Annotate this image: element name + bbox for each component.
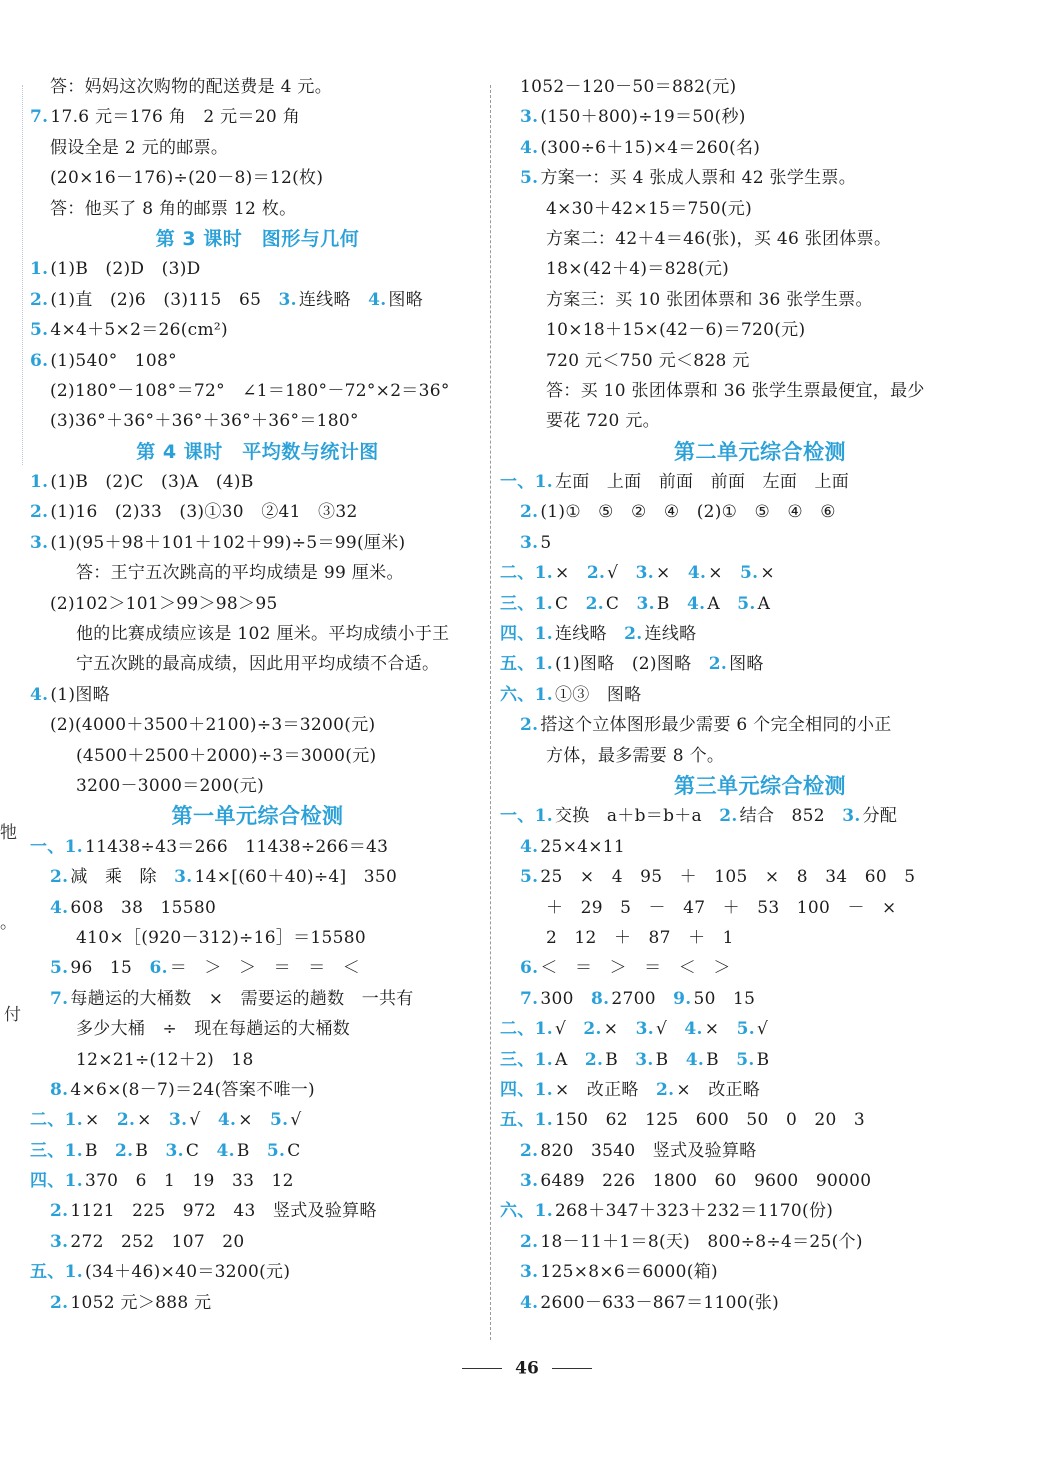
answer-line	[500, 376, 1020, 406]
answer-line	[500, 1227, 1020, 1257]
answer-text: A	[554, 1049, 585, 1070]
section-title: 第二单元综合检测	[674, 439, 846, 464]
question-number: 二、1.	[30, 1110, 83, 1131]
answer-text: ＋ 29 5 － 47 ＋ 53 100 － ×	[546, 897, 897, 918]
answer-text: A	[757, 593, 771, 614]
answer-line	[500, 953, 1020, 983]
question-number: 9.	[673, 988, 692, 1009]
answer-text: B	[236, 1140, 267, 1161]
answer-text: B	[756, 1049, 770, 1070]
answer-line	[30, 1075, 485, 1105]
answer-line	[500, 102, 1020, 132]
question-number: 6.	[149, 958, 168, 979]
question-number: 2.	[584, 1049, 604, 1070]
page-number: 46	[515, 1358, 539, 1379]
question-number: 一、1.	[30, 836, 83, 857]
answer-text: ①③ 图略	[554, 684, 642, 705]
answer-line	[500, 1196, 1020, 1226]
answer-line	[500, 346, 1020, 376]
question-number: 一、1.	[500, 472, 553, 493]
answer-text: 图略	[388, 289, 424, 310]
answer-text: ×	[84, 1110, 117, 1131]
answer-line	[30, 1257, 485, 1287]
answer-line	[500, 1288, 1020, 1318]
question-number: 3.	[278, 289, 297, 310]
answer-text: 2700	[611, 988, 674, 1009]
question-number: 3.	[842, 806, 861, 827]
answer-line	[30, 497, 485, 527]
left-answer-column	[30, 72, 485, 1318]
question-number: 2.	[115, 1140, 134, 1161]
footer-rule-left	[462, 1368, 502, 1369]
answer-line	[500, 497, 1020, 527]
answer-text: 结合 852	[739, 806, 843, 827]
question-number: 2.	[624, 624, 643, 645]
answer-text: 交换 a＋b＝b＋a	[554, 806, 720, 827]
answer-text: 150 62 125 600 50 0 20 3	[554, 1110, 866, 1131]
answer-text: B	[655, 1049, 686, 1070]
question-number: 7.	[50, 988, 69, 1009]
answer-line	[30, 953, 485, 983]
section-title: 第 3 课时 图形与几何	[155, 227, 360, 250]
answer-line	[30, 163, 485, 193]
answer-line	[500, 194, 1020, 224]
question-number: 2.	[520, 1140, 539, 1161]
answer-text: 方体，最多需要 8 个。	[546, 745, 725, 766]
question-number: 4.	[686, 593, 706, 614]
question-number: 3.	[520, 107, 539, 128]
answer-text: 18－11＋1＝8(天) 800÷8÷4＝25(个)	[540, 1231, 863, 1252]
question-number: 4.	[687, 563, 707, 584]
answer-text: 268＋347＋323＋232＝1170(份)	[554, 1201, 834, 1222]
answer-text: 连线略	[644, 624, 697, 645]
question-number: 2.	[520, 502, 539, 523]
question-number: 四、1.	[500, 1079, 553, 1100]
answer-line	[500, 72, 1020, 102]
question-number: 4.	[30, 684, 49, 705]
answer-line	[500, 619, 1020, 649]
answer-line	[500, 1075, 1020, 1105]
answer-line	[30, 285, 485, 315]
answer-text: (1)16 (2)33 (3)①30 ②41 ③32	[50, 502, 358, 523]
answer-text: 720 元＜750 元＜828 元	[546, 350, 750, 371]
answer-text: × 改正略	[676, 1079, 761, 1100]
answer-text: (300÷6＋15)×4＝260(名)	[540, 137, 761, 158]
answer-text: × 改正略	[554, 1079, 656, 1100]
answer-line	[30, 589, 485, 619]
edge-fragment: 。	[0, 913, 17, 933]
answer-text: 2600－633－867＝1100(张)	[540, 1292, 780, 1313]
answer-text: ×	[760, 563, 775, 584]
answer-line	[30, 1196, 485, 1226]
answer-line	[30, 741, 485, 771]
answer-text: ×	[708, 563, 741, 584]
answer-text: (4500＋2500＋2000)÷3＝3000(元)	[76, 745, 377, 766]
answer-text: 2 12 ＋ 87 ＋ 1	[546, 927, 734, 948]
section-heading	[500, 771, 1020, 801]
answer-text: 14×[(60＋40)÷4] 350	[194, 867, 398, 888]
answer-line	[30, 680, 485, 710]
answer-line	[500, 832, 1020, 862]
question-number: 6.	[520, 958, 539, 979]
answer-line	[500, 224, 1020, 254]
answer-text: (1)图略 (2)图略	[554, 654, 709, 675]
answer-text: 答：买 10 张团体票和 36 张学生票最便宜，最少	[546, 380, 925, 401]
question-number: 4.	[520, 836, 539, 857]
answer-text: (2)102＞101＞99＞98＞95	[50, 593, 278, 614]
question-number: 4.	[520, 137, 539, 158]
question-number: 三、1.	[500, 1049, 553, 1070]
section-title: 第一单元综合检测	[171, 804, 344, 829]
answer-line	[30, 862, 485, 892]
answer-text: 410×［(920－312)÷16］＝15580	[76, 927, 367, 948]
answer-line	[30, 346, 485, 376]
answer-line	[30, 558, 485, 588]
answer-text: B	[656, 593, 687, 614]
answer-text: 每趟运的大桶数 × 需要运的趟数 一共有	[70, 988, 414, 1009]
answer-text: ＝ ＞ ＞ ＝ ＝ ＜	[169, 958, 361, 979]
answer-text: (1)540° 108°	[50, 350, 177, 371]
answer-text: 图略	[729, 654, 764, 675]
answer-line	[30, 1288, 485, 1318]
answer-text: ×	[137, 1110, 170, 1131]
answer-line	[500, 710, 1020, 740]
answer-text: 分配	[862, 806, 898, 827]
answer-line	[500, 589, 1020, 619]
answer-text: 17.6 元＝176 角 2 元＝20 角	[50, 107, 301, 128]
section-heading	[30, 224, 485, 254]
answer-text: C	[605, 593, 637, 614]
answer-text: ×	[704, 1019, 737, 1040]
question-number: 2.	[656, 1079, 675, 1100]
edge-fragment: 付	[4, 1005, 21, 1025]
footer-rule-right	[552, 1368, 592, 1369]
answer-line	[500, 680, 1020, 710]
question-number: 1.	[30, 259, 49, 280]
question-number: 5.	[740, 563, 759, 584]
question-number: 5.	[737, 593, 756, 614]
answer-text: 300	[540, 988, 592, 1009]
question-number: 3.	[635, 1019, 654, 1040]
answer-text: 6489 226 1800 60 9600 90000	[540, 1171, 872, 1192]
section-title: 第 4 课时 平均数与统计图	[136, 440, 379, 463]
answer-line	[30, 1014, 485, 1044]
answer-text: 96 15	[70, 958, 150, 979]
answer-text: (34＋46)×40＝3200(元)	[84, 1262, 291, 1283]
question-number: 五、1.	[500, 654, 553, 675]
column-divider	[490, 85, 491, 1340]
answer-text: (150＋800)÷19＝50(秒)	[540, 107, 746, 128]
answer-text: 答：王宁五次跳高的平均成绩是 99 厘米。	[76, 563, 404, 584]
question-number: 3.	[635, 563, 654, 584]
question-number: 三、1.	[500, 593, 553, 614]
answer-line	[500, 1136, 1020, 1166]
answer-line	[500, 893, 1020, 923]
answer-line	[500, 315, 1020, 345]
answer-text: 1052 元＞888 元	[70, 1292, 212, 1313]
answer-line	[500, 1045, 1020, 1075]
answer-line	[30, 1227, 485, 1257]
answer-line	[30, 649, 485, 679]
question-number: 5.	[736, 1049, 755, 1070]
answer-line	[30, 315, 485, 345]
answer-text: 连线略	[298, 289, 369, 310]
answer-text: 820 3540 竖式及验算略	[540, 1140, 757, 1161]
answer-text: √	[607, 563, 636, 584]
answer-text: 左面 上面 前面 前面 左面 上面	[554, 472, 850, 493]
question-number: 3.	[30, 532, 49, 553]
question-number: 5.	[270, 1110, 289, 1131]
answer-line	[30, 923, 485, 953]
question-number: 四、1.	[500, 624, 553, 645]
answer-text: 272 252 107 20	[70, 1231, 245, 1252]
question-number: 3.	[636, 593, 655, 614]
question-number: 3.	[635, 1049, 654, 1070]
answer-text: 宁五次跳的最高成绩，因此用平均成绩不合适。	[76, 654, 440, 675]
answer-line	[30, 1105, 485, 1135]
answer-text: 他的比赛成绩应该是 102 厘米。平均成绩小于王	[76, 624, 450, 645]
section-heading	[30, 437, 485, 467]
question-number: 三、1.	[30, 1140, 83, 1161]
section-heading	[30, 801, 485, 831]
answer-text: 12×21÷(12＋2) 18	[76, 1049, 254, 1070]
question-number: 2.	[520, 715, 539, 736]
question-number: 四、1.	[30, 1171, 83, 1192]
question-number: 3.	[520, 532, 539, 553]
answer-text: (3)36°＋36°＋36°＋36°＋36°＝180°	[50, 411, 359, 432]
answer-line	[30, 1136, 485, 1166]
answer-line	[30, 710, 485, 740]
answer-text: 方案二：42＋4＝46(张)，买 46 张团体票。	[546, 228, 892, 249]
question-number: 5.	[520, 867, 539, 888]
answer-text: 多少大桶 ÷ 现在每趟运的大桶数	[76, 1019, 351, 1040]
answer-text: ×	[603, 1019, 636, 1040]
question-number: 六、1.	[500, 684, 553, 705]
answer-line	[30, 194, 485, 224]
question-number: 五、1.	[30, 1262, 83, 1283]
answer-text: 125×8×6＝6000(箱)	[540, 1262, 718, 1283]
answer-text: ×	[238, 1110, 271, 1131]
answer-line	[500, 1014, 1020, 1044]
answer-text: 5	[540, 532, 552, 553]
answer-line	[500, 467, 1020, 497]
question-number: 五、1.	[500, 1110, 553, 1131]
answer-text: 4×4＋5×2＝26(cm²)	[50, 320, 228, 341]
question-number: 2.	[719, 806, 738, 827]
answer-line	[30, 467, 485, 497]
question-number: 4.	[368, 289, 387, 310]
answer-line	[500, 862, 1020, 892]
answer-text: ＜ ＝ ＞ ＝ ＜ ＞	[540, 958, 731, 979]
answer-line	[500, 1105, 1020, 1135]
question-number: 7.	[520, 988, 539, 1009]
question-number: 2.	[585, 593, 604, 614]
question-number: 一、1.	[500, 806, 553, 827]
answer-text: 25×4×11	[540, 836, 626, 857]
answer-text: B	[706, 1049, 737, 1070]
answer-line	[30, 893, 485, 923]
answer-text: C	[287, 1140, 301, 1161]
question-number: 3.	[520, 1171, 539, 1192]
question-number: 2.	[30, 502, 49, 523]
question-number: 8.	[50, 1079, 69, 1100]
answer-text: C	[554, 593, 586, 614]
answer-line	[30, 376, 485, 406]
answer-text: 4×30＋42×15＝750(元)	[546, 198, 753, 219]
answer-line	[500, 406, 1020, 436]
answer-text: (1)图略	[50, 684, 110, 705]
edge-fragment: 牠	[0, 823, 17, 843]
question-number: 5.	[50, 958, 69, 979]
answer-text: √	[554, 1019, 584, 1040]
answer-line	[500, 133, 1020, 163]
answer-line	[500, 649, 1020, 679]
answer-text: C	[185, 1140, 217, 1161]
question-number: 4.	[216, 1140, 235, 1161]
answer-text: (1)B (2)C (3)A (4)B	[50, 472, 254, 493]
answer-text: B	[135, 1140, 166, 1161]
answer-text: 25 × 4 95 ＋ 105 × 8 34 60 5	[540, 867, 916, 888]
answer-line	[500, 1166, 1020, 1196]
answer-text: √	[756, 1019, 769, 1040]
answer-text: (1)① ⑤ ② ④ (2)① ⑤ ④ ⑥	[540, 502, 836, 523]
question-number: 4.	[520, 1292, 539, 1313]
question-number: 4.	[684, 1019, 703, 1040]
answer-line	[500, 741, 1020, 771]
section-heading	[500, 437, 1020, 467]
answer-line	[500, 801, 1020, 831]
question-number: 4.	[50, 897, 69, 918]
question-number: 8.	[591, 988, 610, 1009]
margin-guide	[22, 85, 23, 465]
answer-line	[30, 1166, 485, 1196]
answer-text: 18×(42＋4)＝828(元)	[546, 259, 730, 280]
question-number: 3.	[50, 1231, 69, 1252]
answer-line	[30, 619, 485, 649]
question-number: 5.	[736, 1019, 755, 1040]
answer-text: 1121 225 972 43 竖式及验算略	[70, 1201, 377, 1222]
answer-line	[30, 406, 485, 436]
question-number: 5.	[520, 168, 539, 189]
answer-text: (1)(95＋98＋101＋102＋99)÷5＝99(厘米)	[50, 532, 406, 553]
question-number: 6.	[30, 350, 49, 371]
answer-text: 1052－120－50＝882(元)	[520, 77, 737, 97]
answer-text: (2)180°－108°＝72° ∠1＝180°－72°×2＝36°	[50, 380, 450, 401]
answer-text: (20×16－176)÷(20－8)＝12(枚)	[50, 168, 324, 189]
answer-text: 方案一：买 4 张成人票和 42 张学生票。	[540, 168, 857, 189]
answer-text: 搭这个立体图形最少需要 6 个完全相同的小正	[540, 715, 892, 736]
question-number: 二、1.	[500, 1019, 553, 1040]
answer-text: 10×18＋15×(42－6)＝720(元)	[546, 320, 806, 341]
answer-text: 减 乘 除	[70, 867, 175, 888]
answer-line	[30, 133, 485, 163]
answer-text: √	[189, 1110, 218, 1131]
question-number: 二、1.	[500, 563, 553, 584]
question-number: 5.	[30, 320, 49, 341]
question-number: 2.	[708, 654, 728, 675]
answer-line	[30, 771, 485, 801]
answer-line	[500, 923, 1020, 953]
question-number: 3.	[174, 867, 193, 888]
answer-text: 370 6 1 19 33 12	[84, 1171, 294, 1192]
answer-text: (1)直 (2)6 (3)115 65	[50, 289, 279, 310]
answer-text: A	[707, 593, 738, 614]
question-number: 2.	[50, 1292, 69, 1313]
answer-line	[30, 984, 485, 1014]
answer-line	[30, 254, 485, 284]
answer-line	[30, 1045, 485, 1075]
answer-text: 假设全是 2 元的邮票。	[50, 137, 229, 158]
answer-line	[500, 1257, 1020, 1287]
question-number: 六、1.	[500, 1201, 553, 1222]
page-footer	[0, 1358, 1054, 1379]
question-number: 2.	[50, 1201, 69, 1222]
answer-line	[500, 254, 1020, 284]
answer-text: 11438÷43＝266 11438÷266＝43	[84, 836, 389, 857]
answer-text: (1)B (2)D (3)D	[50, 259, 201, 280]
answer-text: (2)(4000＋3500＋2100)÷3＝3200(元)	[50, 715, 376, 736]
question-number: 1.	[30, 472, 49, 493]
question-number: 2.	[520, 1231, 539, 1252]
question-number: 3.	[165, 1140, 184, 1161]
question-number: 2.	[583, 1019, 602, 1040]
answer-text: 4×6×(8－7)＝24(答案不唯一)	[70, 1079, 315, 1100]
answer-text: ×	[554, 563, 587, 584]
answer-line	[500, 558, 1020, 588]
answer-line	[500, 528, 1020, 558]
question-number: 4.	[685, 1049, 705, 1070]
answer-text: 答：他买了 8 角的邮票 12 枚。	[50, 198, 297, 219]
answer-line	[30, 102, 485, 132]
answer-text: 50 15	[693, 988, 756, 1009]
answer-text: 答：妈妈这次购物的配送费是 4 元。	[50, 77, 333, 97]
answer-line	[30, 72, 485, 102]
question-number: 4.	[217, 1110, 237, 1131]
question-number: 5.	[266, 1140, 286, 1161]
question-number: 7.	[30, 107, 49, 128]
question-number: 3.	[520, 1262, 539, 1283]
question-number: 3.	[169, 1110, 188, 1131]
section-title: 第三单元综合检测	[674, 773, 846, 798]
answer-line	[500, 285, 1020, 315]
answer-text: 要花 720 元。	[546, 411, 660, 432]
answer-text: 608 38 15580	[70, 897, 217, 918]
answer-line	[500, 984, 1020, 1014]
answer-text: 方案三：买 10 张团体票和 36 张学生票。	[546, 289, 873, 310]
answer-text: B	[605, 1049, 636, 1070]
answer-text: 3200－3000＝200(元)	[76, 775, 265, 796]
question-number: 2.	[50, 867, 69, 888]
answer-text: √	[290, 1110, 302, 1131]
answer-text: 连线略	[554, 624, 625, 645]
question-number: 2.	[30, 289, 49, 310]
answer-text: √	[655, 1019, 685, 1040]
question-number: 2.	[116, 1110, 136, 1131]
answer-text: ×	[655, 563, 688, 584]
answer-line	[30, 528, 485, 558]
answer-line	[500, 163, 1020, 193]
right-answer-column	[500, 72, 1020, 1318]
answer-text: B	[84, 1140, 116, 1161]
answer-line	[30, 832, 485, 862]
question-number: 2.	[586, 563, 606, 584]
